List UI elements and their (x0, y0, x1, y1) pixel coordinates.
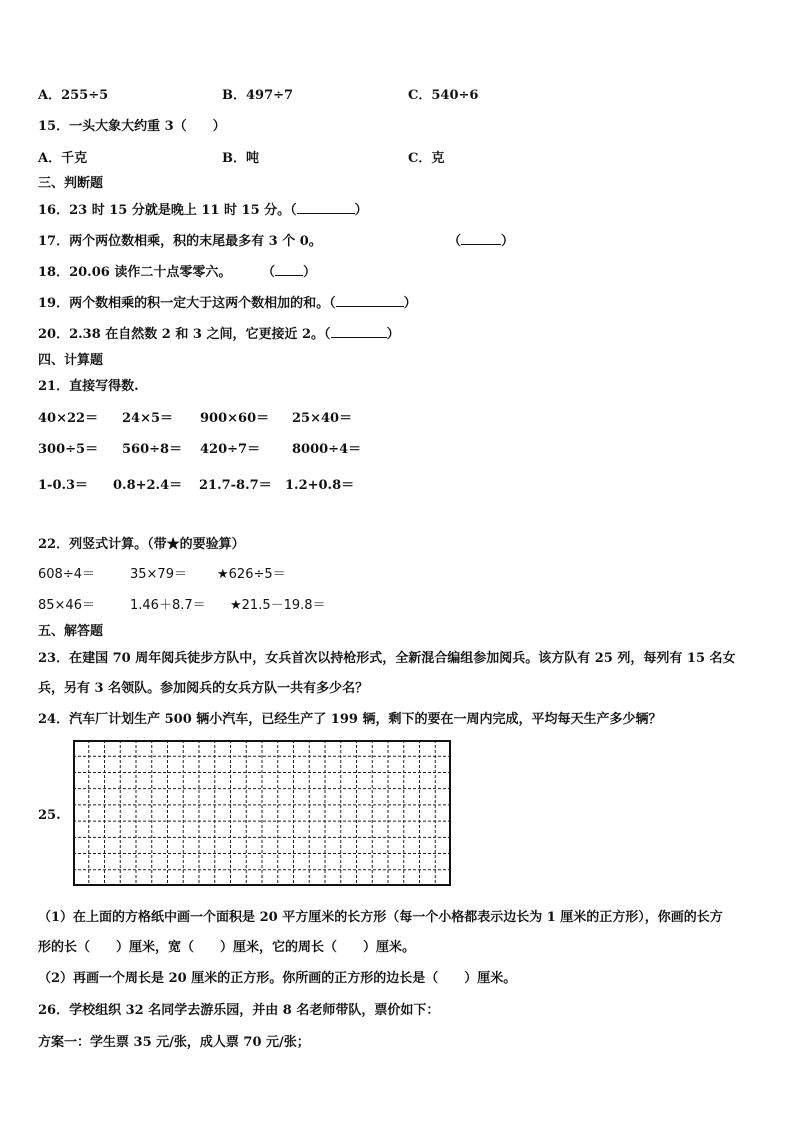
q18-answer-blank[interactable] (275, 264, 303, 276)
q17-question (38, 230, 322, 249)
q24-number: 24． (38, 712, 70, 727)
q18-close: ） (303, 265, 317, 280)
q22-item: 85×46＝ (38, 598, 95, 613)
q21-item: 900×60＝ (200, 411, 270, 426)
q18-number: 18． (38, 265, 70, 280)
q17-answer (448, 230, 514, 249)
q15-option-c: C．克 (408, 151, 445, 166)
q24-question (38, 708, 661, 727)
q16-question (38, 199, 368, 218)
q16-number: 16． (38, 203, 70, 218)
q16-close: ） (354, 203, 368, 218)
q21-question (38, 375, 139, 394)
q23-line2: 兵，另有 3 名领队。参加阅兵的女兵方队一共有多少名？ (38, 681, 369, 696)
q17-open: （ (448, 234, 462, 249)
q17-text: 两个两位数相乘，积的末尾最多有 3 个 0。 (69, 234, 322, 249)
q26-question (38, 999, 439, 1018)
q24-text: 汽车厂计划生产 500 辆小汽车，已经生产了 199 辆，剩下的要在一周内完成，平均每天生产多少辆？ (69, 712, 662, 727)
q16-answer-blank[interactable] (297, 202, 355, 214)
q21-item: 1-0.3＝ (38, 478, 89, 493)
q25-part2: （2）再画一个周长是 20 厘米的正方形。你所画的正方形的边长是（ ）厘米。 (38, 971, 517, 986)
q17-answer-blank[interactable] (461, 233, 501, 245)
section5-title: 五、解答题 (38, 624, 104, 639)
q21-item: 1.2+0.8＝ (285, 478, 355, 493)
q21-number: 21． (38, 379, 70, 394)
section4-title: 四、计算题 (38, 353, 104, 368)
q21-item: 300÷5＝ (38, 442, 99, 457)
q22-item: ★21.5－19.8＝ (230, 598, 326, 613)
grid-paper[interactable] (73, 740, 451, 886)
q21-item: 24×5＝ (122, 411, 174, 426)
q19-answer-blank[interactable] (336, 295, 404, 307)
q15-number: 15． (38, 119, 70, 134)
q21-item: 0.8+2.4＝ (113, 478, 183, 493)
q22-text: 列竖式计算。（带★的要验算） (69, 537, 245, 552)
q14-option-b: B．497÷7 (222, 88, 294, 103)
q22-item: 35×79＝ (130, 567, 187, 582)
q21-item: 420÷7＝ (200, 442, 261, 457)
section3-title: 三、判断题 (38, 176, 104, 191)
q26-number: 26． (38, 1003, 70, 1018)
q19-text: 两个数相乘的积一定大于这两个数相加的和。（ (69, 296, 336, 311)
q15-option-b: B．吨 (222, 151, 259, 166)
q21-item: 21.7-8.7＝ (199, 478, 272, 493)
q26-plan1: 方案一：学生票 35 元/张，成人票 70 元/张； (38, 1035, 310, 1050)
q20-text: 2.38 在自然数 2 和 3 之间，它更接近 2。（ (69, 327, 331, 342)
q21-item: 25×40＝ (292, 411, 353, 426)
q19-question (38, 292, 417, 311)
q20-number: 20． (38, 327, 70, 342)
q18-open: （ (262, 265, 276, 280)
q22-item: ★626÷5＝ (217, 567, 286, 582)
q25-part1-line1: （1）在上面的方格纸中画一个面积是 20 平方厘米的长方形（每一个小格都表示边长为 1 厘米的正方形），你画的长方 (38, 910, 723, 925)
q15-question (38, 115, 226, 134)
q23-text: 在建国 70 周年阅兵徒步方队中，女兵首次以持枪形式，全新混合编组参加阅兵。该方队有 25 列，每列有 15 名女 (69, 651, 736, 666)
q15-text: 一头大象大约重 3（ ） (69, 119, 226, 134)
q18-text: 20.06 读作二十点零零六。 (69, 265, 232, 280)
q20-close: ） (386, 327, 400, 342)
q21-item: 8000÷4＝ (292, 442, 362, 457)
q19-close: ） (403, 296, 417, 311)
q21-item: 40×22＝ (38, 411, 99, 426)
q21-item: 560÷8＝ (122, 442, 183, 457)
q19-number: 19． (38, 296, 70, 311)
q21-text: 直接写得数. (69, 379, 139, 394)
q25-part1-line2: 形的长（ ）厘米，宽（ ）厘米，它的周长（ ）厘米。 (38, 940, 416, 955)
q17-number: 17． (38, 234, 70, 249)
q18-question (38, 261, 231, 280)
q22-question (38, 533, 245, 552)
q23-line1 (38, 647, 736, 666)
q17-close: ） (501, 234, 515, 249)
q20-answer-blank[interactable] (331, 326, 387, 338)
q22-item: 1.46＋8.7＝ (130, 598, 206, 613)
q20-question (38, 323, 400, 342)
q15-option-a: A．千克 (38, 151, 88, 166)
q16-text: 23 时 15 分就是晚上 11 时 15 分。（ (69, 203, 297, 218)
q22-item: 608÷4＝ (38, 567, 95, 582)
q14-option-c: C．540÷6 (408, 88, 479, 103)
q25-number: 25. (38, 808, 61, 823)
q23-number: 23． (38, 651, 70, 666)
q22-number: 22． (38, 537, 70, 552)
q14-option-a: A．255÷5 (38, 88, 109, 103)
q26-text: 学校组织 32 名同学去游乐园，并由 8 名老师带队，票价如下： (69, 1003, 440, 1018)
q18-answer (262, 261, 316, 280)
